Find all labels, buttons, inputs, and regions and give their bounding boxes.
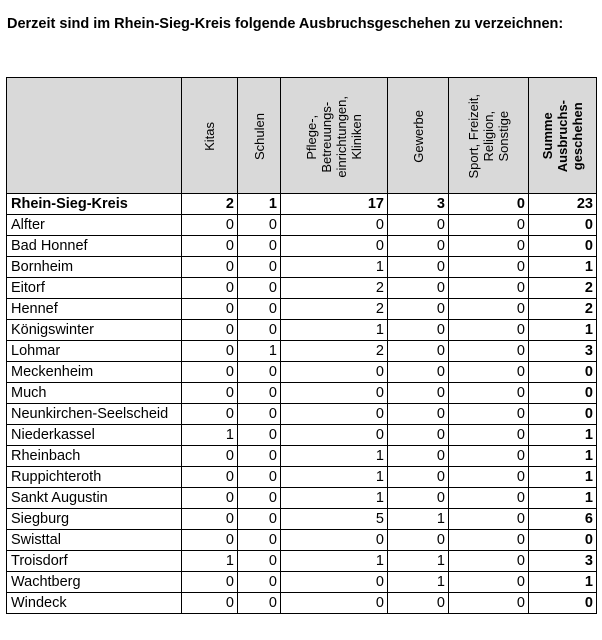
cell-schulen: 1 xyxy=(238,194,281,215)
cell-pflege: 17 xyxy=(281,194,388,215)
cell-summe: 0 xyxy=(529,530,597,551)
header-schulen: Schulen xyxy=(238,78,281,194)
cell-schulen: 0 xyxy=(238,404,281,425)
cell-pflege: 2 xyxy=(281,341,388,362)
cell-pflege: 1 xyxy=(281,446,388,467)
cell-gewerbe: 0 xyxy=(388,341,449,362)
cell-schulen: 0 xyxy=(238,383,281,404)
table-row xyxy=(7,509,597,530)
cell-kitas: 0 xyxy=(182,446,238,467)
table-row xyxy=(7,425,597,446)
cell-kitas: 0 xyxy=(182,215,238,236)
cell-pflege: 0 xyxy=(281,530,388,551)
cell-pflege: 5 xyxy=(281,509,388,530)
cell-sport: 0 xyxy=(449,572,529,593)
cell-summe: 0 xyxy=(529,362,597,383)
table-total-row xyxy=(7,194,597,215)
row-name: Alfter xyxy=(7,215,182,236)
cell-pflege: 1 xyxy=(281,488,388,509)
table-row xyxy=(7,257,597,278)
cell-summe: 0 xyxy=(529,383,597,404)
row-name: Troisdorf xyxy=(7,551,182,572)
cell-pflege: 1 xyxy=(281,467,388,488)
cell-summe: 1 xyxy=(529,572,597,593)
cell-summe: 3 xyxy=(529,551,597,572)
cell-schulen: 0 xyxy=(238,278,281,299)
cell-gewerbe: 0 xyxy=(388,278,449,299)
header-pflege: Pflege-, Betreuungs- einrichtungen, Kliniken xyxy=(281,78,388,194)
cell-summe: 3 xyxy=(529,341,597,362)
row-name: Wachtberg xyxy=(7,572,182,593)
cell-gewerbe: 0 xyxy=(388,215,449,236)
cell-schulen: 0 xyxy=(238,236,281,257)
cell-kitas: 1 xyxy=(182,551,238,572)
row-name: Rheinbach xyxy=(7,446,182,467)
cell-gewerbe: 1 xyxy=(388,509,449,530)
cell-pflege: 2 xyxy=(281,299,388,320)
cell-kitas: 0 xyxy=(182,320,238,341)
cell-schulen: 0 xyxy=(238,572,281,593)
table-header-row xyxy=(7,78,597,194)
table-row xyxy=(7,236,597,257)
row-name: Rhein-Sieg-Kreis xyxy=(7,194,182,215)
cell-sport: 0 xyxy=(449,530,529,551)
cell-sport: 0 xyxy=(449,509,529,530)
cell-summe: 0 xyxy=(529,215,597,236)
header-gewerbe: Gewerbe xyxy=(388,78,449,194)
cell-gewerbe: 0 xyxy=(388,488,449,509)
table-row xyxy=(7,383,597,404)
cell-pflege: 1 xyxy=(281,551,388,572)
cell-gewerbe: 1 xyxy=(388,551,449,572)
row-name: Königswinter xyxy=(7,320,182,341)
cell-pflege: 0 xyxy=(281,593,388,614)
outbreak-table xyxy=(6,77,597,614)
cell-sport: 0 xyxy=(449,362,529,383)
cell-summe: 0 xyxy=(529,593,597,614)
cell-sport: 0 xyxy=(449,383,529,404)
cell-sport: 0 xyxy=(449,236,529,257)
cell-sport: 0 xyxy=(449,551,529,572)
cell-summe: 1 xyxy=(529,488,597,509)
table-row xyxy=(7,593,597,614)
cell-schulen: 0 xyxy=(238,362,281,383)
cell-summe: 23 xyxy=(529,194,597,215)
table-row xyxy=(7,215,597,236)
row-name: Niederkassel xyxy=(7,425,182,446)
cell-sport: 0 xyxy=(449,257,529,278)
table-row xyxy=(7,467,597,488)
cell-pflege: 0 xyxy=(281,572,388,593)
cell-schulen: 0 xyxy=(238,425,281,446)
cell-pflege: 0 xyxy=(281,404,388,425)
row-name: Siegburg xyxy=(7,509,182,530)
table-row xyxy=(7,446,597,467)
row-name: Bad Honnef xyxy=(7,236,182,257)
row-name: Hennef xyxy=(7,299,182,320)
cell-schulen: 0 xyxy=(238,257,281,278)
cell-pflege: 0 xyxy=(281,236,388,257)
cell-summe: 1 xyxy=(529,425,597,446)
row-name: Windeck xyxy=(7,593,182,614)
cell-gewerbe: 0 xyxy=(388,467,449,488)
cell-pflege: 0 xyxy=(281,362,388,383)
cell-kitas: 1 xyxy=(182,425,238,446)
cell-gewerbe: 0 xyxy=(388,404,449,425)
table-row xyxy=(7,299,597,320)
cell-pflege: 0 xyxy=(281,215,388,236)
cell-schulen: 0 xyxy=(238,299,281,320)
cell-summe: 6 xyxy=(529,509,597,530)
cell-kitas: 0 xyxy=(182,572,238,593)
cell-schulen: 0 xyxy=(238,446,281,467)
cell-schulen: 0 xyxy=(238,509,281,530)
cell-schulen: 0 xyxy=(238,488,281,509)
cell-sport: 0 xyxy=(449,299,529,320)
row-name: Meckenheim xyxy=(7,362,182,383)
row-name: Lohmar xyxy=(7,341,182,362)
table-row xyxy=(7,404,597,425)
cell-kitas: 0 xyxy=(182,341,238,362)
row-name: Swisttal xyxy=(7,530,182,551)
cell-gewerbe: 0 xyxy=(388,530,449,551)
cell-schulen: 0 xyxy=(238,467,281,488)
cell-sport: 0 xyxy=(449,425,529,446)
table-row xyxy=(7,341,597,362)
cell-gewerbe: 3 xyxy=(388,194,449,215)
cell-gewerbe: 0 xyxy=(388,362,449,383)
cell-summe: 0 xyxy=(529,236,597,257)
cell-sport: 0 xyxy=(449,194,529,215)
cell-summe: 1 xyxy=(529,257,597,278)
cell-gewerbe: 1 xyxy=(388,572,449,593)
cell-summe: 1 xyxy=(529,320,597,341)
cell-pflege: 0 xyxy=(281,383,388,404)
cell-kitas: 0 xyxy=(182,509,238,530)
cell-kitas: 2 xyxy=(182,194,238,215)
cell-sport: 0 xyxy=(449,320,529,341)
header-summe: Summe Ausbruchs- geschehen xyxy=(529,78,597,194)
cell-kitas: 0 xyxy=(182,488,238,509)
header-kitas: Kitas xyxy=(182,78,238,194)
cell-kitas: 0 xyxy=(182,257,238,278)
cell-kitas: 0 xyxy=(182,278,238,299)
row-name: Ruppichteroth xyxy=(7,467,182,488)
page-heading: Derzeit sind im Rhein-Sieg-Kreis folgende Ausbruchsgeschehen zu verzeichnen: xyxy=(7,16,564,32)
cell-sport: 0 xyxy=(449,404,529,425)
cell-sport: 0 xyxy=(449,446,529,467)
cell-gewerbe: 0 xyxy=(388,593,449,614)
cell-schulen: 0 xyxy=(238,215,281,236)
row-name: Much xyxy=(7,383,182,404)
cell-sport: 0 xyxy=(449,593,529,614)
header-sport: Sport, Freizeit, Religion, Sonstige xyxy=(449,78,529,194)
cell-schulen: 0 xyxy=(238,530,281,551)
row-name: Sankt Augustin xyxy=(7,488,182,509)
cell-sport: 0 xyxy=(449,278,529,299)
cell-pflege: 0 xyxy=(281,425,388,446)
cell-gewerbe: 0 xyxy=(388,236,449,257)
cell-gewerbe: 0 xyxy=(388,320,449,341)
cell-kitas: 0 xyxy=(182,299,238,320)
cell-summe: 2 xyxy=(529,299,597,320)
cell-kitas: 0 xyxy=(182,236,238,257)
cell-kitas: 0 xyxy=(182,467,238,488)
cell-gewerbe: 0 xyxy=(388,446,449,467)
cell-kitas: 0 xyxy=(182,362,238,383)
cell-summe: 0 xyxy=(529,404,597,425)
cell-schulen: 0 xyxy=(238,551,281,572)
cell-schulen: 0 xyxy=(238,320,281,341)
cell-schulen: 0 xyxy=(238,593,281,614)
table-row xyxy=(7,530,597,551)
table-row xyxy=(7,278,597,299)
cell-kitas: 0 xyxy=(182,404,238,425)
cell-kitas: 0 xyxy=(182,593,238,614)
table-row xyxy=(7,362,597,383)
row-name: Eitorf xyxy=(7,278,182,299)
cell-pflege: 2 xyxy=(281,278,388,299)
cell-sport: 0 xyxy=(449,341,529,362)
cell-pflege: 1 xyxy=(281,320,388,341)
table-row xyxy=(7,488,597,509)
cell-summe: 1 xyxy=(529,467,597,488)
cell-kitas: 0 xyxy=(182,383,238,404)
cell-gewerbe: 0 xyxy=(388,257,449,278)
cell-gewerbe: 0 xyxy=(388,299,449,320)
cell-sport: 0 xyxy=(449,467,529,488)
cell-sport: 0 xyxy=(449,215,529,236)
cell-gewerbe: 0 xyxy=(388,383,449,404)
cell-schulen: 1 xyxy=(238,341,281,362)
row-name: Bornheim xyxy=(7,257,182,278)
header-municipality xyxy=(7,78,182,194)
cell-summe: 2 xyxy=(529,278,597,299)
cell-kitas: 0 xyxy=(182,530,238,551)
cell-pflege: 1 xyxy=(281,257,388,278)
table-row xyxy=(7,572,597,593)
table-row xyxy=(7,551,597,572)
table-row xyxy=(7,320,597,341)
cell-gewerbe: 0 xyxy=(388,425,449,446)
row-name: Neunkirchen-Seelscheid xyxy=(7,404,182,425)
cell-summe: 1 xyxy=(529,446,597,467)
cell-sport: 0 xyxy=(449,488,529,509)
